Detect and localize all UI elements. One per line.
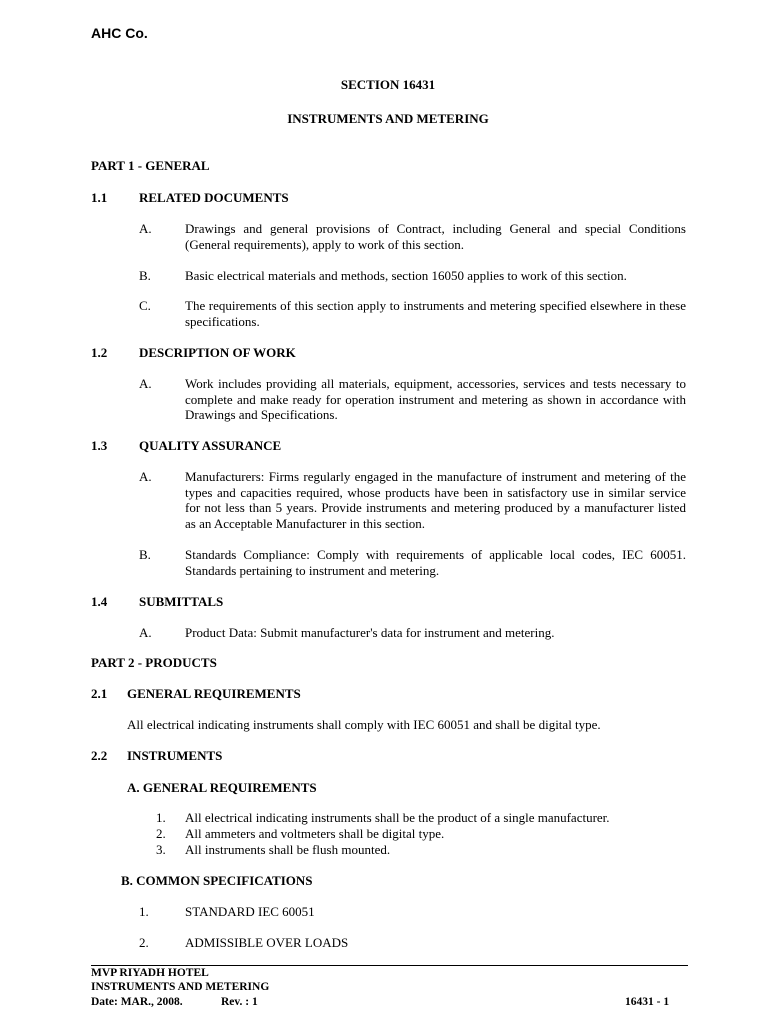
list-number: 3. bbox=[156, 842, 166, 857]
section-2-2-title: INSTRUMENTS bbox=[127, 748, 223, 763]
item-letter: C. bbox=[139, 298, 151, 313]
footer-project: MVP RIYADH HOTEL bbox=[91, 967, 209, 979]
part1-heading: PART 1 - GENERAL bbox=[91, 158, 210, 173]
footer-doc-title: INSTRUMENTS AND METERING bbox=[91, 981, 270, 993]
list-item: STANDARD IEC 60051 bbox=[185, 904, 315, 919]
subsection-a-title: A. GENERAL REQUIREMENTS bbox=[127, 780, 317, 795]
list-item: All electrical indicating instruments shall be the product of a single manufacturer. bbox=[185, 810, 610, 825]
footer-date: Date: MAR., 2008. bbox=[91, 996, 183, 1008]
list-number: 1. bbox=[139, 904, 149, 919]
item-letter: B. bbox=[139, 268, 151, 283]
item-letter: A. bbox=[139, 469, 152, 484]
list-item: All instruments shall be flush mounted. bbox=[185, 842, 391, 857]
list-item: ADMISSIBLE OVER LOADS bbox=[185, 935, 349, 950]
list-item: All ammeters and voltmeters shall be digital type. bbox=[185, 826, 445, 841]
company-name: AHC Co. bbox=[91, 25, 148, 41]
section-1-4-title: SUBMITTALS bbox=[139, 594, 224, 609]
footer-revision: Rev. : 1 bbox=[221, 996, 258, 1008]
section-2-2-number: 2.2 bbox=[91, 748, 108, 763]
item-letter: B. bbox=[139, 547, 151, 562]
item-text: Product Data: Submit manufacturer's data for instrument and metering. bbox=[185, 625, 555, 640]
footer-divider bbox=[91, 965, 688, 966]
item-letter: A. bbox=[139, 376, 152, 391]
list-number: 1. bbox=[156, 810, 166, 825]
item-text: The requirements of this section apply to instruments and metering specified elsewhere in these specifications. bbox=[185, 298, 686, 329]
section-2-1-title: GENERAL REQUIREMENTS bbox=[127, 686, 301, 701]
section-1-2-number: 1.2 bbox=[91, 345, 108, 360]
section-title: INSTRUMENTS AND METERING bbox=[287, 111, 489, 126]
footer-page-number: 16431 - 1 bbox=[625, 996, 670, 1008]
item-letter: A. bbox=[139, 221, 152, 236]
section-1-3-number: 1.3 bbox=[91, 438, 108, 453]
part2-heading: PART 2 - PRODUCTS bbox=[91, 655, 217, 670]
section-2-1-text: All electrical indicating instruments shall comply with IEC 60051 and shall be digital type. bbox=[127, 717, 601, 732]
item-text: Basic electrical materials and methods, section 16050 applies to work of this section. bbox=[185, 268, 627, 283]
list-number: 2. bbox=[139, 935, 149, 950]
item-letter: A. bbox=[139, 625, 152, 640]
item-text: Drawings and general provisions of Contract, including General and special Conditions (General requirements), apply to work of this section. bbox=[185, 221, 686, 252]
section-1-1-title: RELATED DOCUMENTS bbox=[139, 190, 289, 205]
section-1-4-number: 1.4 bbox=[91, 594, 108, 609]
subsection-b-title: B. COMMON SPECIFICATIONS bbox=[121, 873, 313, 888]
section-1-3-title: QUALITY ASSURANCE bbox=[139, 438, 282, 453]
item-text: Manufacturers: Firms regularly engaged in the manufacture of instrument and metering of the types and capacities required, whose products have been in satisfactory use in similar service for not less than 5 years. Provide instruments and metering produced by a manufacturer listed as an Acceptable Manufacturer in this section. bbox=[185, 469, 686, 531]
item-text: Work includes providing all materials, equipment, accessories, services and tests necessary to complete and make ready for operation instrument and metering as shown in accordance with Drawings and Specifications. bbox=[185, 376, 686, 422]
list-number: 2. bbox=[156, 826, 166, 841]
section-2-1-number: 2.1 bbox=[91, 686, 108, 701]
section-1-2-title: DESCRIPTION OF WORK bbox=[139, 345, 296, 360]
section-1-1-number: 1.1 bbox=[91, 190, 108, 205]
item-text: Standards Compliance: Comply with requirements of applicable local codes, IEC 60051. Standards pertaining to instrument and metering. bbox=[185, 547, 686, 578]
section-number: SECTION 16431 bbox=[340, 77, 436, 92]
